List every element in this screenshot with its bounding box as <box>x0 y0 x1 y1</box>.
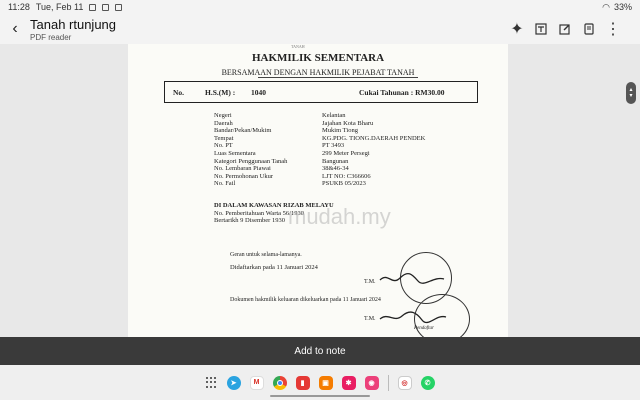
text-edit-icon[interactable] <box>534 22 548 36</box>
hs-label: H.S.(M) : <box>205 88 236 97</box>
app-recent-icon[interactable]: ◎ <box>398 376 412 390</box>
status-bar <box>0 0 640 14</box>
add-to-note-label: Add to note <box>294 345 346 357</box>
field-row: Negeri Kelantan <box>214 112 346 119</box>
rizab-warta: No. Pemberitahuan Warta 56/1930 <box>214 209 304 217</box>
more-icon[interactable]: ⋮ <box>605 21 621 38</box>
battery-level: 33% <box>613 2 632 12</box>
pdf-viewer[interactable] <box>0 44 640 337</box>
back-arrow-icon: ‹ <box>12 20 18 37</box>
didaftarkan-text: Didaftarkan pada 11 Januari 2024 <box>230 264 318 271</box>
watermark: mudah.my <box>288 204 391 229</box>
app-pink-icon[interactable]: ✱ <box>342 376 356 390</box>
add-to-note-button[interactable] <box>0 337 640 365</box>
field-row: No. Lembaran Piawai 38&46-34 <box>214 165 349 173</box>
tm-label: T.M. <box>364 279 376 285</box>
gmail-icon[interactable]: M <box>250 376 264 390</box>
land-fields <box>214 112 425 188</box>
dock-separator <box>388 375 389 391</box>
notification-icon <box>89 4 96 11</box>
document-subheading: BERSAMAAN DENGAN HAKMILIK PEJABAT TANAH <box>221 68 415 77</box>
field-row: No. PT PT 3493 <box>214 142 345 150</box>
sparkle-icon[interactable]: ✦ <box>510 21 524 38</box>
chrome-icon[interactable] <box>273 376 287 390</box>
rizab-date: Bertarikh 9 Disember 1930 <box>214 217 285 225</box>
no-label: No. <box>173 88 185 97</box>
app-red-icon[interactable]: ▮ <box>296 376 310 390</box>
field-row: No. Fail PSUKB 05/2023 <box>214 180 366 188</box>
field-row: Daerah Jajahan Kota Bharu <box>214 119 374 127</box>
title-number-box <box>164 81 478 103</box>
app-bar <box>0 14 640 44</box>
notification-icon <box>102 4 109 11</box>
title-block <box>30 17 116 42</box>
geran-text: Geran untuk selama-lamanya. <box>230 252 302 258</box>
field-row: Luas Sementara 299 Meter Persegi <box>214 149 370 157</box>
status-date: Tue, Feb 11 <box>35 2 84 12</box>
back-button[interactable] <box>0 14 30 44</box>
whatsapp-icon[interactable]: ✆ <box>421 376 435 390</box>
cukai-tahunan: Cukai Tahunan : RM30.00 <box>359 88 445 97</box>
signature <box>378 310 448 324</box>
apps-grid-icon[interactable] <box>206 377 218 389</box>
signature <box>378 272 448 286</box>
home-indicator[interactable] <box>270 395 370 397</box>
pdf-page <box>128 44 508 337</box>
open-in-icon[interactable] <box>582 22 596 36</box>
divider <box>258 77 418 78</box>
field-row: Kategori Penggunaan Tanah Bangunan <box>214 157 349 165</box>
status-time: 11:28 <box>8 2 30 12</box>
telegram-icon[interactable]: ➤ <box>227 376 241 390</box>
page-header-small: TANAH <box>291 44 305 49</box>
app-camera-icon[interactable]: ◉ <box>365 376 379 390</box>
app-subtitle: PDF reader <box>30 32 72 42</box>
document-heading: HAKMILIK SEMENTARA <box>251 52 385 64</box>
scroll-handle[interactable]: ▴ ▾ <box>626 82 636 104</box>
field-row: Tempat KG.PDG. TIONG.DAERAH PENDEK <box>214 134 426 142</box>
document-title: Tanah rtunjung <box>30 16 117 32</box>
wifi-icon: ◠ <box>602 1 610 12</box>
notification-icon <box>115 4 122 11</box>
field-row: No. Permohonan Ukur LJT NO: C366606 <box>214 172 371 180</box>
rizab-title: DI DALAM KAWASAN RIZAB MELAYU <box>214 202 334 209</box>
field-row: Bandar/Pekan/Mukim Mukim Tiong <box>214 127 358 135</box>
tm-label: T.M. <box>364 316 376 322</box>
dokumen-text: Dokumen hakmilik keluaran dikeluarkan pada 11 Januari 2024 <box>230 297 381 303</box>
toolbar-actions <box>510 22 640 36</box>
hs-value: 1040 <box>251 88 266 97</box>
pendaftar-label: Pendaftar <box>414 326 434 331</box>
edit-icon[interactable] <box>558 22 572 36</box>
app-orange-icon[interactable]: ▣ <box>319 376 333 390</box>
